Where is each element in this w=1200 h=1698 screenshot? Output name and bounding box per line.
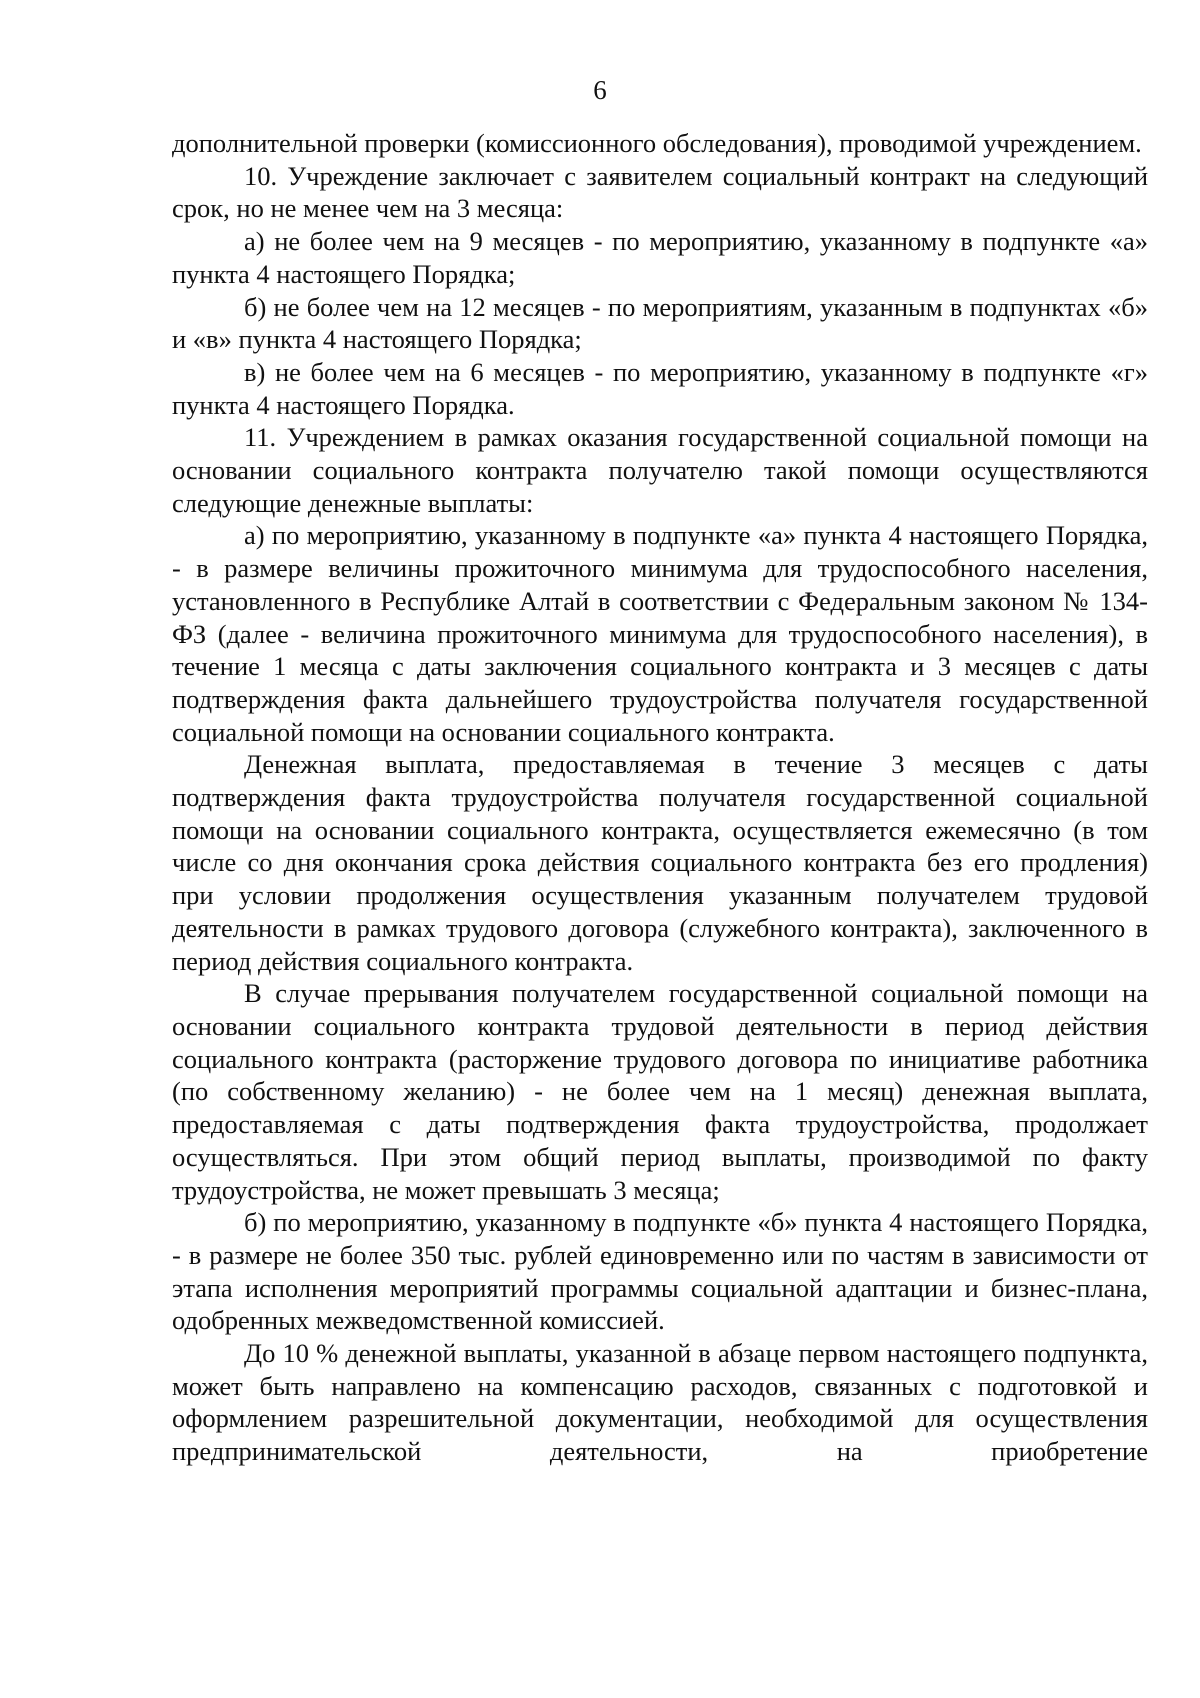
paragraph-continuation: дополнительной проверки (комиссионного обследования), проводимой учреждением.	[172, 128, 1142, 158]
paragraph-10-a: а) не более чем на 9 месяцев - по мероприятию, указанному в подпункте «а» пункта 4 настоящего Порядка;	[172, 226, 1148, 289]
paragraph-11-b: б) по мероприятию, указанному в подпункте «б» пункта 4 настоящего Порядка, - в размере не более 350 тыс. рублей единовременно или по частям в зависимости от этапа исполнения мероприятий программы социальной адаптации и бизнес-плана, одобренных межведомственной комиссией.	[172, 1207, 1148, 1336]
paragraph-item-11: 11. Учреждением в рамках оказания государственной социальной помощи на основании социального контракта получателю такой помощи осуществляются следующие денежные выплаты:	[172, 422, 1148, 518]
page-number: 6	[593, 75, 607, 105]
paragraph-interruption: В случае прерывания получателем государственной социальной помощи на основании социального контракта трудовой деятельности в период действия социального контракта (расторжение трудового договора по инициативе работника (по собственному желанию) - не более чем на 1 месяц) денежная выплата, предоставляемая с даты подтверждения факта трудоустройства, продолжает осуществляться. При этом общий период выплаты, производимой по факту трудоустройства, не может превышать 3 месяца;	[172, 978, 1148, 1205]
paragraph-11-a: а) по мероприятию, указанному в подпункте «а» пункта 4 настоящего Порядка, - в размере величины прожиточного минимума для трудоспособного населения, установленного в Республике Алтай в соответствии с Федеральным законом № 134-ФЗ (далее - величина прожиточного минимума для трудоспособного населения), в течение 1 месяца с даты заключения социального контракта и 3 месяцев с даты подтверждения факта дальнейшего трудоустройства получателя государственной социальной помощи на основании социального контракта.	[172, 520, 1148, 747]
paragraph-ten-percent: До 10 % денежной выплаты, указанной в абзаце первом настоящего подпункта, может быть направлено на компенсацию расходов, связанных с подготовкой и оформлением разрешительной документации, необходимой для осуществления предпринимательской деятельности, на приобретение	[172, 1338, 1148, 1467]
document-body	[172, 127, 1148, 1468]
paragraph-monthly-payment: Денежная выплата, предоставляемая в течение 3 месяцев с даты подтверждения факта трудоустройства получателя государственной социальной помощи на основании социального контракта, осуществляется ежемесячно (в том числе со дня окончания срока действия социального контракта без его продления) при условии продолжения осуществления указанным получателем трудовой деятельности в рамках трудового договора (служебного контракта), заключенного в период действия социального контракта.	[172, 749, 1148, 976]
paragraph-item-10: 10. Учреждение заключает с заявителем социальный контракт на следующий срок, но не менее чем на 3 месяца:	[172, 160, 1148, 224]
paragraph-10-v: в) не более чем на 6 месяцев - по мероприятию, указанному в подпункте «г» пункта 4 настоящего Порядка.	[172, 356, 1148, 420]
paragraph-10-b: б) не более чем на 12 месяцев - по мероприятиям, указанным в подпунктах «б» и «в» пункта 4 настоящего Порядка;	[172, 291, 1148, 355]
